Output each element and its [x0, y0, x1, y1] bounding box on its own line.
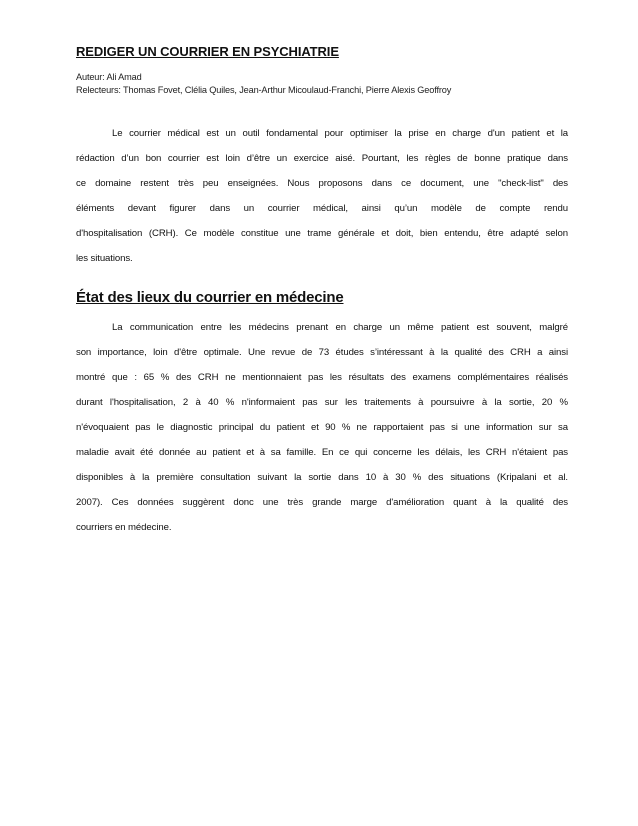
section-paragraph — [76, 315, 568, 540]
intro-line: d'hospitalisation (CRH). Ce modèle constitue une trame générale et doit, bien entendu, être adapté selon — [76, 228, 568, 239]
section-line: n'évoquaient pas le diagnostic principal du patient et 90 % ne rapportaient pas si une information sur sa — [76, 422, 568, 433]
section-line: disponibles à la première consultation suivant la sortie dans 10 à 30 % des situations (Kripalani et al. — [76, 472, 568, 483]
section-line: courriers en médecine. — [76, 522, 172, 533]
section-line: La communication entre les médecins prenant en charge un même patient est souvent, malgré — [112, 322, 568, 333]
intro-line: Le courrier médical est un outil fondamental pour optimiser la prise en charge d'un patient et la — [112, 128, 568, 139]
document-title: REDIGER UN COURRIER EN PSYCHIATRIE — [76, 44, 339, 59]
intro-line: les situations. — [76, 253, 133, 264]
intro-line: ce domaine restent très peu enseignées. Nous proposons dans ce document, une "check-list" des — [76, 178, 568, 189]
section-line: durant l'hospitalisation, 2 à 40 % n'informaient pas sur les traitements à poursuivre à la sortie, 20 % — [76, 397, 568, 408]
intro-line: éléments devant figurer dans un courrier médical, ainsi qu’un modèle de compte rendu — [76, 203, 568, 214]
intro-paragraph — [76, 121, 568, 271]
section-heading: État des lieux du courrier en médecine — [76, 289, 344, 306]
reviewers-line: Relecteurs: Thomas Fovet, Clélia Quiles, Jean-Arthur Micoulaud-Franchi, Pierre Alexis Geoffroy — [76, 85, 452, 95]
section-line: maladie avait été donnée au patient et à sa famille. En ce qui concerne les délais, les CRH n'étaient pas — [76, 447, 568, 458]
document-meta — [76, 71, 568, 97]
section-line: 2007). Ces données suggèrent donc une très grande marge d'amélioration quant à la qualité des — [76, 497, 568, 508]
author-line: Auteur: Ali Amad — [76, 72, 142, 82]
section-line: montré que : 65 % des CRH ne mentionnaient pas les résultats des examens complémentaires réalisés — [76, 372, 568, 383]
intro-line: rédaction d’un bon courrier est loin d’être un exercice aisé. Pourtant, les règles de bonne pratique dans — [76, 153, 568, 164]
section-line: son importance, loin d'être optimale. Une revue de 73 études s’intéressant à la qualité des CRH a ainsi — [76, 347, 568, 358]
